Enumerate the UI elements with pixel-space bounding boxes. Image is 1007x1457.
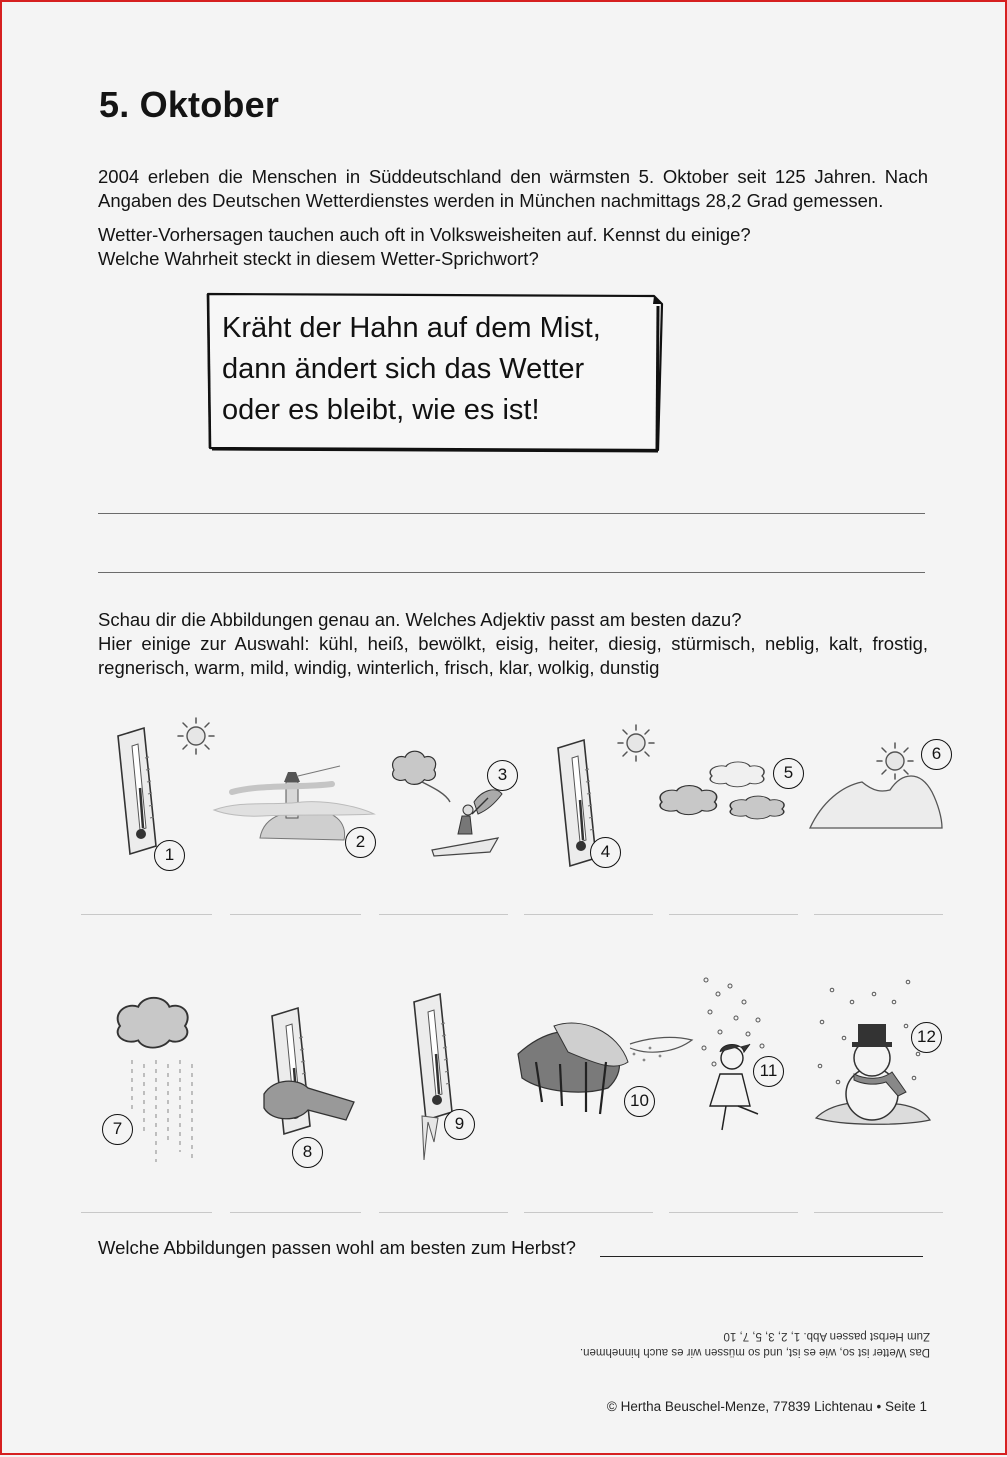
answer-line-9[interactable] <box>379 1212 508 1213</box>
final-question: Welche Abbildungen passen wohl am besten zum Herbst? <box>98 1237 576 1258</box>
figure-number-4: 4 <box>590 837 621 868</box>
intro-question-2: Welche Wahrheit steckt in diesem Wetter-Sprichwort? <box>98 248 539 269</box>
girl-snow-picture <box>702 978 764 1130</box>
figure-number-9: 9 <box>444 1109 475 1140</box>
solution-line-2: Zum Herbst passen Abb. 1, 2, 3, 5, 7, 10 <box>723 1330 930 1342</box>
copyright-footer: © Hertha Beuschel-Menze, 77839 Lichtenau • Seite 1 <box>606 1399 927 1414</box>
figure-number-11: 11 <box>753 1056 784 1087</box>
figure-number-10: 10 <box>624 1086 655 1117</box>
figure-number-5: 5 <box>773 758 804 789</box>
windy-person-picture <box>393 751 502 856</box>
figure-number-2: 2 <box>345 827 376 858</box>
proverb-line-1: Kräht der Hahn auf dem Mist, <box>222 312 601 344</box>
answer-line-5[interactable] <box>669 914 798 915</box>
answer-line-11[interactable] <box>669 1212 798 1213</box>
figure-number-8: 8 <box>292 1137 323 1168</box>
intro-question-1: Wetter-Vorhersagen tauchen auch oft in Volksweisheiten auf. Kennst du einige? <box>98 224 751 245</box>
figure-number-3: 3 <box>487 760 518 791</box>
answer-line-12[interactable] <box>814 1212 943 1213</box>
snowman-picture <box>816 980 930 1124</box>
lighthouse-fog-picture <box>214 766 374 840</box>
proverb-line-2: dann ändert sich das Wetter <box>222 353 585 385</box>
thermometer-scarf-picture <box>264 1008 354 1134</box>
figure-number-1: 1 <box>154 840 185 871</box>
answer-line-10[interactable] <box>524 1212 653 1213</box>
upside-down-solution <box>568 1328 930 1360</box>
figure-number-7: 7 <box>102 1114 133 1145</box>
answer-line-6[interactable] <box>814 914 943 915</box>
solution-line-1: Das Wetter ist so, wie es ist, und so müssen wir es auch hinnehmen. <box>579 1346 930 1358</box>
proverb-line-3: oder es bleibt, wie es ist! <box>222 394 540 426</box>
figure-number-6: 6 <box>921 739 952 770</box>
adjective-list: Hier einige zur Auswahl: kühl, heiß, bewölkt, eisig, heiter, diesig, stürmisch, neblig, kalt, frostig, regnerisch, warm, mild, windig, winterlich, frisch, klar, wolkig, dunstig <box>98 633 928 678</box>
answer-line-1[interactable] <box>81 914 212 915</box>
answer-line-7[interactable] <box>81 1212 212 1213</box>
answer-line-8[interactable] <box>230 1212 361 1213</box>
answer-line-4[interactable] <box>524 914 653 915</box>
storm-trees-picture <box>518 1023 692 1114</box>
final-answer-line[interactable] <box>600 1256 923 1257</box>
intro-paragraph: 2004 erleben die Menschen in Süddeutschland den wärmsten 5. Oktober seit 125 Jahren. Nach Angaben des Deutschen Wetterdienstes werden in München nachmittags 28,2 Grad gemessen. <box>98 166 928 211</box>
answer-line-3[interactable] <box>379 914 508 915</box>
clouds-picture <box>660 762 784 819</box>
frozen-thermometer-picture <box>414 994 452 1160</box>
page-title: 5. Oktober <box>99 84 280 125</box>
answer-line-2[interactable] <box>230 914 361 915</box>
task-instruction: Schau dir die Abbildungen genau an. Welches Adjektiv passt am besten dazu? <box>98 609 742 630</box>
figure-number-12: 12 <box>911 1022 942 1053</box>
